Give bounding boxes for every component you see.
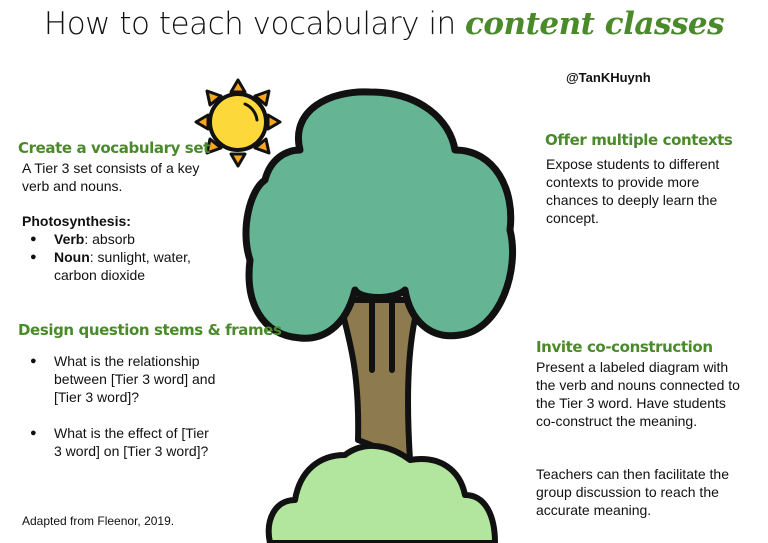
- author-handle: @TanKHuynh: [566, 70, 651, 85]
- credit: Adapted from Fleenor, 2019.: [22, 514, 175, 528]
- question-list: [20, 352, 220, 460]
- list-item: [20, 248, 210, 284]
- co-construction-text: Present a labeled diagram with the verb and nouns connected to the Tier 3 word. Have students co-construct the meaning.: [536, 359, 740, 429]
- co-construction-heading: Invite co-construction: [536, 338, 713, 356]
- list-item: [20, 230, 210, 248]
- co-construction-text-2: Teachers can then facilitate the group discussion to reach the accurate meaning.: [536, 466, 730, 518]
- vocab-set-text: A Tier 3 set consists of a key verb and nouns.: [22, 160, 200, 194]
- list-item: ● What is the effect of [Tier 3 word] on [Tier 3 word]?: [20, 424, 220, 460]
- term: Verb: [54, 231, 85, 247]
- title-accent: content classes: [464, 6, 725, 42]
- example-title: Photosynthesis:: [22, 213, 131, 229]
- definition: : absorb: [84, 231, 135, 247]
- vocab-list: [20, 230, 210, 284]
- title-main: How to teach vocabulary in: [43, 6, 465, 42]
- tree-trunk: [340, 300, 420, 460]
- vocab-set-heading: Create a vocabulary set: [18, 139, 210, 157]
- definition: : sunlight, water, carbon dioxide: [54, 249, 191, 283]
- contexts-text: Expose students to different contexts to provide more chances to deeply learn the concept.: [546, 156, 720, 226]
- term: Noun: [54, 249, 90, 265]
- list-item: ● What is the relationship between [Tier 3 word] and [Tier 3 word]?: [20, 352, 220, 406]
- question-stems-heading: Design question stems & frames: [18, 321, 282, 339]
- contexts-heading: Offer multiple contexts: [545, 131, 733, 149]
- bush: [269, 446, 495, 543]
